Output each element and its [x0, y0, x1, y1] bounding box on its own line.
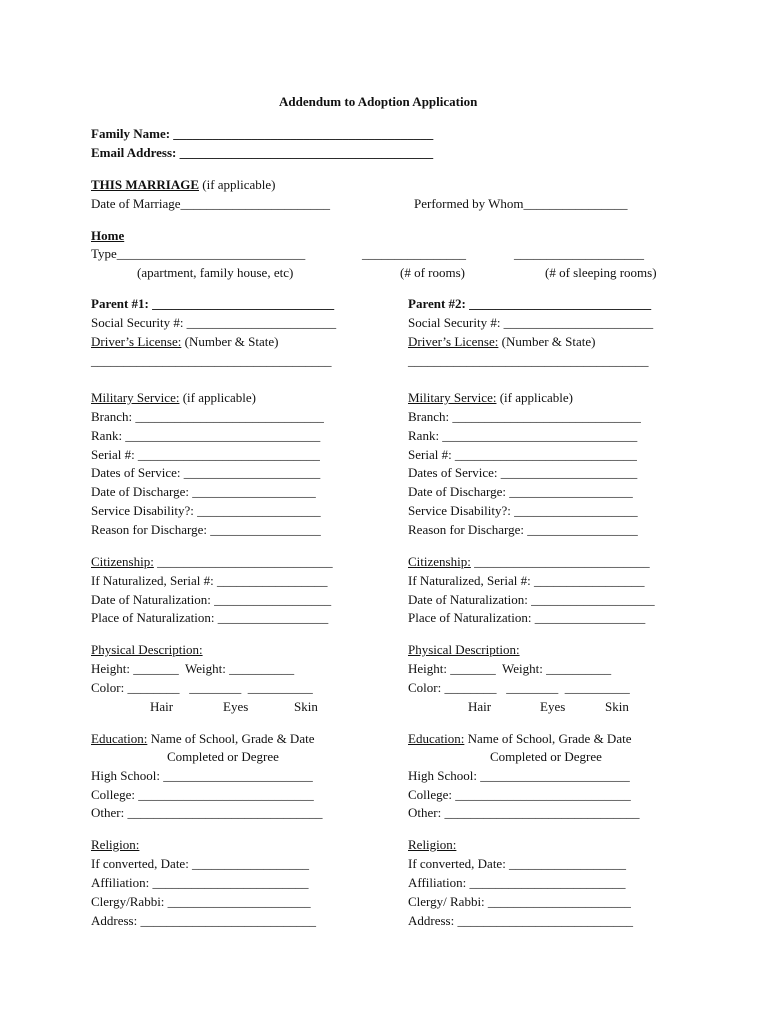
parent2-religion-heading: Religion: [408, 837, 457, 852]
parent2-dates-of-service-field[interactable]: Dates of Service: _____________________ [408, 465, 638, 480]
parent1-name-field[interactable]: Parent #1: ____________________________ [91, 296, 335, 311]
parent1-physical-heading: Physical Description: [91, 642, 203, 657]
parent1-education-heading [91, 731, 314, 747]
family-name-field[interactable]: Family Name: ________________________________________ [91, 126, 434, 141]
parent1-branch-field[interactable]: Branch: _____________________________ [91, 409, 324, 424]
parent1-religion-heading: Religion: [91, 837, 140, 852]
parent1-eyes-caption: Eyes [223, 699, 249, 714]
parent1-skin-caption: Skin [294, 699, 318, 714]
parent1-license-field[interactable]: _____________________________________ [91, 353, 332, 368]
parent2-name-field[interactable]: Parent #2: ____________________________ [408, 296, 652, 311]
parent2-physical-heading: Physical Description: [408, 642, 520, 657]
parent1-naturalization-place-field[interactable]: Place of Naturalization: _________________ [91, 610, 329, 625]
parent1-education-note2: Completed or Degree [167, 749, 279, 764]
parent1-discharge-date-field[interactable]: Date of Discharge: ___________________ [91, 484, 316, 499]
parent1-dates-of-service-field[interactable]: Dates of Service: _____________________ [91, 465, 321, 480]
parent1-rank-field[interactable]: Rank: ______________________________ [91, 428, 321, 443]
parent1-height-weight-field[interactable]: Height: _______ Weight: __________ [91, 661, 295, 676]
parent1-hair-caption: Hair [150, 699, 174, 714]
parent1-license-label [91, 334, 279, 350]
parent2-hair-caption: Hair [468, 699, 492, 714]
performed-by-field[interactable]: Performed by Whom________________ [414, 196, 628, 211]
parent1-naturalized-serial-field[interactable]: If Naturalized, Serial #: _________________ [91, 573, 328, 588]
parent2-branch-field[interactable]: Branch: _____________________________ [408, 409, 641, 424]
rooms-field[interactable]: ________________ [362, 246, 466, 261]
parent1-citizenship-label: Citizenship: [91, 554, 154, 569]
parent1-citizenship-line: ___________________________ [153, 554, 333, 569]
parent1-converted-date-field[interactable]: If converted, Date: __________________ [91, 856, 310, 871]
parent1-education-title: Education: [91, 731, 148, 746]
parent1-other-education-field[interactable]: Other: ______________________________ [91, 805, 323, 820]
parent1-high-school-field[interactable]: High School: _______________________ [91, 768, 313, 783]
home-type-caption: (apartment, family house, etc) [137, 265, 294, 280]
home-heading: Home [91, 228, 125, 243]
parent2-ssn-field[interactable]: Social Security #: _______________________ [408, 315, 654, 330]
date-of-marriage-field[interactable]: Date of Marriage_______________________ [91, 196, 331, 211]
parent1-military-heading [91, 390, 256, 406]
parent1-ssn-field[interactable]: Social Security #: _______________________ [91, 315, 337, 330]
sleeping-rooms-field[interactable]: ____________________ [514, 246, 644, 261]
parent1-citizenship-field[interactable] [91, 554, 333, 570]
parent2-skin-caption: Skin [605, 699, 629, 714]
parent1-affiliation-field[interactable]: Affiliation: ________________________ [91, 875, 309, 890]
parent2-affiliation-field[interactable]: Affiliation: ________________________ [408, 875, 626, 890]
parent1-color-field[interactable]: Color: ________ ________ __________ [91, 680, 313, 695]
parent2-license-field[interactable]: _____________________________________ [408, 353, 649, 368]
parent1-education-note: Name of School, Grade & Date [147, 731, 315, 746]
parent2-clergy-field[interactable]: Clergy/ Rabbi: ______________________ [408, 894, 631, 909]
parent2-military-note: (if applicable) [496, 390, 573, 405]
rooms-caption: (# of rooms) [400, 265, 465, 280]
parent2-military-heading [408, 390, 573, 406]
parent1-clergy-field[interactable]: Clergy/Rabbi: ______________________ [91, 894, 311, 909]
parent2-license-title: Driver’s License: [408, 334, 499, 349]
parent2-education-note2: Completed or Degree [490, 749, 602, 764]
marriage-heading-note: (if applicable) [199, 177, 276, 192]
parent1-serial-field[interactable]: Serial #: ____________________________ [91, 447, 320, 462]
parent1-college-field[interactable]: College: ___________________________ [91, 787, 314, 802]
parent2-citizenship-field[interactable] [408, 554, 650, 570]
parent2-converted-date-field[interactable]: If converted, Date: __________________ [408, 856, 627, 871]
parent2-citizenship-label: Citizenship: [408, 554, 471, 569]
marriage-heading-label: THIS MARRIAGE [91, 177, 199, 192]
parent2-college-field[interactable]: College: ___________________________ [408, 787, 631, 802]
parent1-military-title: Military Service: [91, 390, 180, 405]
email-address-field[interactable]: Email Address: _______________________________________ [91, 145, 434, 160]
parent2-license-note: (Number & State) [498, 334, 596, 349]
parent1-license-note: (Number & State) [181, 334, 279, 349]
parent2-discharge-reason-field[interactable]: Reason for Discharge: _________________ [408, 522, 638, 537]
parent2-education-note: Name of School, Grade & Date [464, 731, 632, 746]
parent2-high-school-field[interactable]: High School: _______________________ [408, 768, 630, 783]
parent2-naturalized-serial-field[interactable]: If Naturalized, Serial #: _________________ [408, 573, 645, 588]
parent2-height-weight-field[interactable]: Height: _______ Weight: __________ [408, 661, 612, 676]
page-title: Addendum to Adoption Application [279, 94, 478, 109]
parent2-rank-field[interactable]: Rank: ______________________________ [408, 428, 638, 443]
parent2-education-title: Education: [408, 731, 465, 746]
parent2-naturalization-date-field[interactable]: Date of Naturalization: ___________________ [408, 592, 655, 607]
parent2-naturalization-place-field[interactable]: Place of Naturalization: _________________ [408, 610, 646, 625]
parent2-disability-field[interactable]: Service Disability?: ___________________ [408, 503, 638, 518]
parent2-serial-field[interactable]: Serial #: ____________________________ [408, 447, 637, 462]
parent1-military-note: (if applicable) [179, 390, 256, 405]
parent2-address-field[interactable]: Address: ___________________________ [408, 913, 633, 928]
marriage-heading [91, 177, 276, 193]
parent2-eyes-caption: Eyes [540, 699, 566, 714]
parent2-color-field[interactable]: Color: ________ ________ __________ [408, 680, 630, 695]
parent2-military-title: Military Service: [408, 390, 497, 405]
home-type-field[interactable]: Type_____________________________ [91, 246, 306, 261]
parent1-disability-field[interactable]: Service Disability?: ___________________ [91, 503, 321, 518]
parent2-education-heading [408, 731, 631, 747]
parent2-citizenship-line: ___________________________ [470, 554, 650, 569]
parent1-address-field[interactable]: Address: ___________________________ [91, 913, 316, 928]
parent1-discharge-reason-field[interactable]: Reason for Discharge: _________________ [91, 522, 321, 537]
parent2-discharge-date-field[interactable]: Date of Discharge: ___________________ [408, 484, 633, 499]
parent1-naturalization-date-field[interactable]: Date of Naturalization: __________________ [91, 592, 332, 607]
parent1-license-title: Driver’s License: [91, 334, 182, 349]
parent2-license-label [408, 334, 596, 350]
parent2-other-education-field[interactable]: Other: ______________________________ [408, 805, 640, 820]
sleeping-rooms-caption: (# of sleeping rooms) [545, 265, 657, 280]
